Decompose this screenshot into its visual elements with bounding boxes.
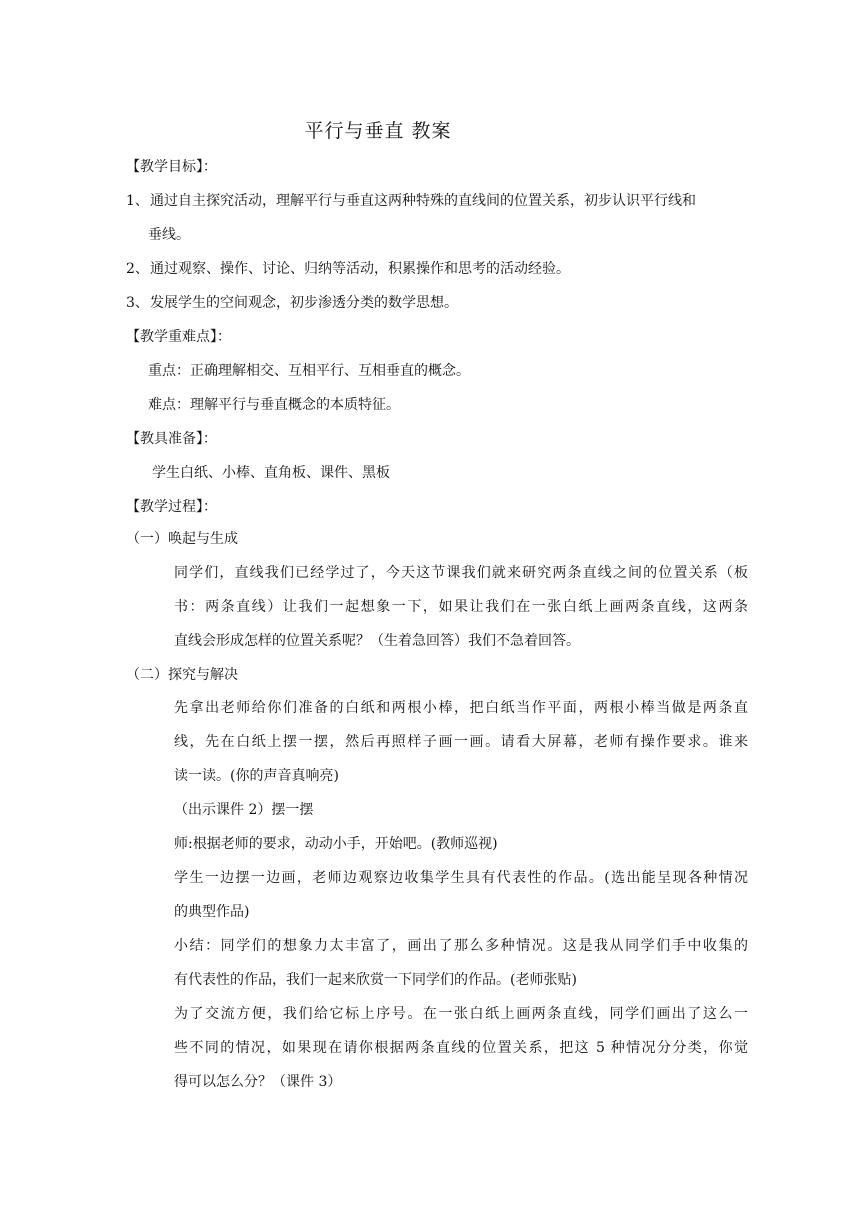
objective-1 <box>126 191 696 211</box>
paragraph-line: 小结：同学们的想象力太丰富了，画出了那么多种情况。这是我从同学们手中收集的 <box>174 938 748 954</box>
objectives-heading: 【教学目标】： <box>126 159 217 175</box>
paragraph-line: 线，先在白纸上摆一摆，然后再照样子画一画。请看大屏幕，老师有操作要求。谁来 <box>174 734 748 750</box>
objective-number: 3、 <box>126 295 149 311</box>
paragraph-line: 师:根据老师的要求，动动小手，开始吧。(教师巡视) <box>174 836 498 852</box>
paragraph-line: 直线会形成怎样的位置关系呢？（生着急回答）我们不急着回答。 <box>174 633 580 649</box>
tools-heading: 【教具准备】： <box>126 431 217 447</box>
paragraph-line: 些不同的情况，如果现在请你根据两条直线的位置关系，把这 5 种情况分分类，你觉 <box>174 1040 748 1056</box>
section-2-heading: （二）探究与解决 <box>126 667 238 683</box>
objective-1-continued: 垂线。 <box>148 227 190 243</box>
objective-text: 发展学生的空间观念，初步渗透分类的数学思想。 <box>150 295 458 311</box>
paragraph-line: 的典型作品) <box>174 904 250 920</box>
section-1-heading: （一）唤起与生成 <box>126 531 238 547</box>
paragraph-line: 同学们，直线我们已经学过了，今天这节课我们就来研究两条直线之间的位置关系（板 <box>174 565 748 581</box>
document-title: 平行与垂直 教案 <box>304 120 452 142</box>
paragraph-line: 为了交流方便，我们给它标上序号。在一张白纸上画两条直线，同学们画出了这么一 <box>174 1006 748 1022</box>
objective-number: 2、 <box>126 261 149 277</box>
paragraph-line: 读一读。(你的声音真响亮) <box>174 768 339 784</box>
process-heading: 【教学过程】： <box>126 499 217 515</box>
keypoints-heading: 【教学重难点】： <box>126 329 231 345</box>
tools-text: 学生白纸、小棒、直角板、课件、黑板 <box>152 465 390 481</box>
objective-text: 通过自主探究活动，理解平行与垂直这两种特殊的直线间的位置关系，初步认识平行线和 <box>150 193 696 209</box>
paragraph-line: 得可以怎么分？（课件 3） <box>174 1074 342 1090</box>
objective-2 <box>126 259 570 279</box>
objective-number: 1、 <box>126 193 149 209</box>
paragraph-line: 书：两条直线）让我们一起想象一下，如果让我们在一张白纸上画两条直线，这两条 <box>174 599 748 615</box>
objective-text: 通过观察、操作、讨论、归纳等活动，积累操作和思考的活动经验。 <box>150 261 570 277</box>
paragraph-line: 先拿出老师给你们准备的白纸和两根小棒，把白纸当作平面，两根小棒当做是两条直 <box>174 700 748 716</box>
paragraph-line: 学生一边摆一边画，老师边观察边收集学生具有代表性的作品。(选出能呈现各种情况 <box>174 870 748 886</box>
paragraph-line: （出示课件 2）摆一摆 <box>174 802 314 818</box>
keypoint-text: 重点：正确理解相交、互相平行、互相垂直的概念。 <box>148 363 470 379</box>
objective-3 <box>126 293 458 313</box>
difficulty-text: 难点：理解平行与垂直概念的本质特征。 <box>148 397 400 413</box>
paragraph-line: 有代表性的作品，我们一起来欣赏一下同学们的作品。(老师张贴) <box>174 972 577 988</box>
